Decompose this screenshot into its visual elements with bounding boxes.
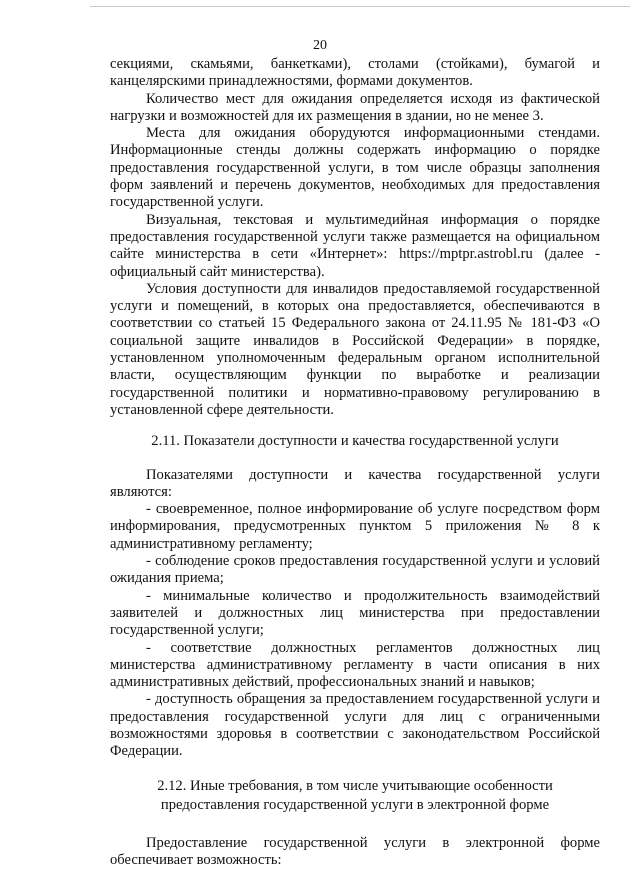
list-item: - доступность обращения за предоставлением государственной услуги и предоставления государственной услуги для лиц с ограниченными возможностями здоровья в соответствии с законодательством Российской Федерации. <box>110 691 600 760</box>
paragraph-waiting-seats: Количество мест для ожидания определяется исходя из фактической нагрузки и возможностей для их размещения в здании, но не менее 3. <box>110 90 600 124</box>
heading-line-1: 2.12. Иные требования, в том числе учитывающие особенности <box>157 777 553 794</box>
list-item: - минимальные количество и продолжительность взаимодействий заявителей и должностных лиц министерства при предоставлении государственной услуги; <box>110 587 600 639</box>
scan-edge-line <box>90 6 630 7</box>
section-heading-2-11: 2.11. Показатели доступности и качества государственной услуги <box>151 433 559 450</box>
paragraph-continuation: секциями, скамьями, банкетками), столами (стойками), бумагой и канцелярскими принадлежностями, формами документов. <box>110 56 600 90</box>
paragraph-electronic-form: Предоставление государственной услуги в электронной форме обеспечивает возможность: <box>110 834 600 868</box>
paragraph-accessibility: Условия доступности для инвалидов предоставляемой государственной услуги и помещений, в которых она предоставляется, обеспечиваются в соответствии со статьей 15 Федерального закона от 24.11.95 № 181-ФЗ «О социальной защите инвалидов в Российской Федерации» в порядке, установленном уполномоченным федеральным органом исполнительной власти, осуществляющим функции по выработке и реализации государственной политики и нормативно-правовому регулированию в установленной сфере деятельности. <box>110 280 600 418</box>
heading-line-2: предоставления государственной услуги в электронной форме <box>160 796 550 813</box>
section-heading-2-12 <box>110 777 600 815</box>
document-body <box>110 56 600 869</box>
list-item: - своевременное, полное информирование об услуге посредством форм информирования, предусмотренных пунктом 5 приложения № 8 к административному регламенту; <box>110 501 600 552</box>
paragraph-website-info: Визуальная, текстовая и мультимедийная информация о порядке предоставления государственной услуги также размещается на официальном сайте министерства в сети «Интернет»: https://mptpr.astrobl.ru (далее - официальный сайт министерства). <box>110 211 600 280</box>
list-item: - соблюдение сроков предоставления государственной услуги и условий ожидания приема; <box>110 553 600 587</box>
paragraph-info-stands: Места для ожидания оборудуются информационными стендами. Информационные стенды должны содержать информацию о порядке предоставления государственной услуги, в том числе образцы заполнения форм заявлений и перечень документов, необходимых для предоставления государственной услуги. <box>110 125 600 211</box>
paragraph-indicators-intro: Показателями доступности и качества государственной услуги являются: <box>110 466 600 500</box>
page-number: 20 <box>313 38 327 53</box>
list-item: - соответствие должностных регламентов должностных лиц министерства административному регламенту в части описания в них административных действий, профессиональных знаний и навыков; <box>110 639 600 691</box>
